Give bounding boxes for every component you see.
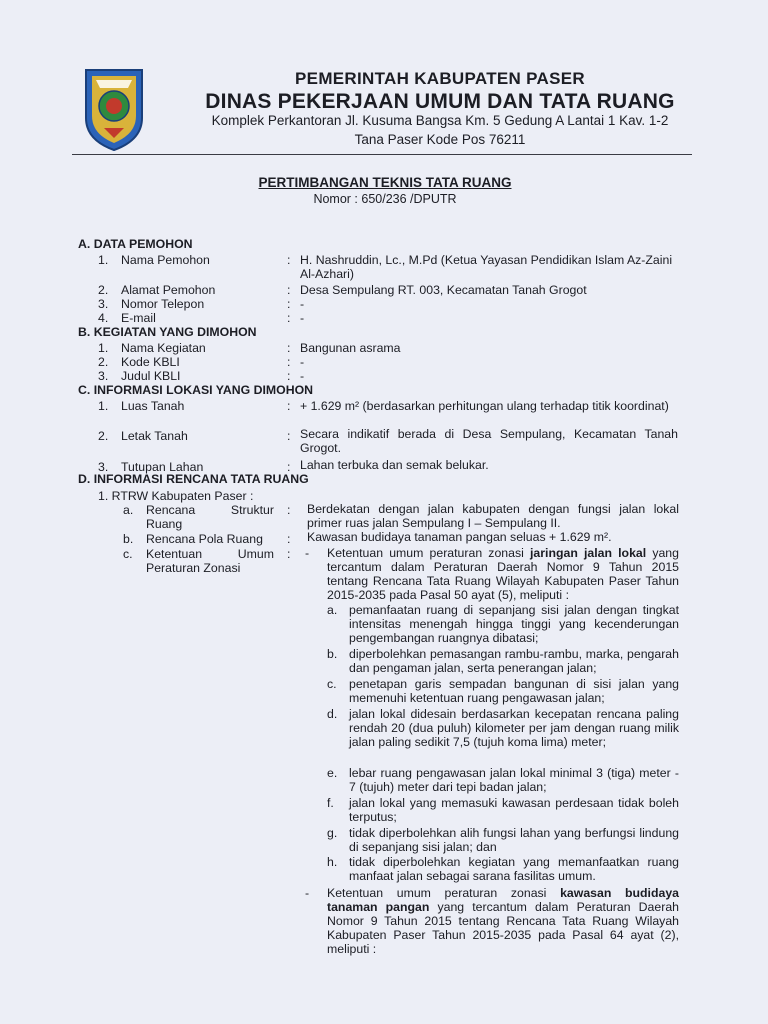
b3-label: Judul KBLI bbox=[121, 369, 181, 383]
a3-colon: : bbox=[287, 297, 291, 311]
b1-num: 1. bbox=[98, 341, 109, 355]
a4-colon: : bbox=[287, 311, 291, 325]
list-item-e: lebar ruang pengawasan jalan lokal minimal 3 (tiga) meter - 7 (tujuh) meter dari tepi badan jalan; bbox=[349, 766, 679, 794]
c1-value: + 1.629 m² (berdasarkan perhitungan ulang terhadap titik koordinat) bbox=[300, 399, 669, 413]
b2-colon: : bbox=[287, 355, 291, 369]
document-title: PERTIMBANGAN TEKNIS TATA RUANG bbox=[258, 175, 512, 190]
list-letter-h: h. bbox=[327, 855, 338, 869]
b1-label: Nama Kegiatan bbox=[121, 341, 206, 355]
list-letter-f: f. bbox=[327, 796, 334, 810]
a4-value: - bbox=[300, 311, 305, 325]
c2-colon: : bbox=[287, 429, 291, 443]
d-c-label: Ketentuan Umum Peraturan Zonasi bbox=[146, 547, 274, 575]
list-letter-b: b. bbox=[327, 647, 338, 661]
d1-rtrw-heading: 1. RTRW Kabupaten Paser : bbox=[98, 489, 254, 503]
header-address: Komplek Perkantoran Jl. Kusuma Bangsa Km. 5 Gedung A Lantai 1 Kav. 1-2 bbox=[211, 113, 669, 128]
a2-label: Alamat Pemohon bbox=[121, 283, 216, 297]
header-divider bbox=[72, 154, 692, 155]
d-a-letter: a. bbox=[123, 503, 134, 517]
document-number: Nomor : 650/236 /DPUTR bbox=[313, 192, 457, 206]
a4-label: E-mail bbox=[121, 311, 156, 325]
a2-value: Desa Sempulang RT. 003, Kecamatan Tanah Grogot bbox=[300, 283, 587, 297]
header-postal: Tana Paser Kode Pos 76211 bbox=[354, 132, 526, 147]
d-c-dash-2: - bbox=[305, 886, 310, 900]
a3-label: Nomor Telepon bbox=[121, 297, 205, 311]
header-government: PEMERINTAH KABUPATEN PASER bbox=[295, 69, 585, 88]
b2-num: 2. bbox=[98, 355, 109, 369]
section-c-title: C. INFORMASI LOKASI YANG DIMOHON bbox=[78, 383, 314, 397]
a1-value: H. Nashruddin, Lc., M.Pd (Ketua Yayasan Pendidikan Islam Az-Zaini Al-Azhari) bbox=[300, 253, 673, 281]
list-item-c: penetapan garis sempadan bangunan di sisi jalan yang memenuhi ketentuan ruang pengawasan jalan; bbox=[349, 677, 679, 705]
c1-label: Luas Tanah bbox=[121, 399, 185, 413]
list-item-a: pemanfaatan ruang di sepanjang sisi jalan dengan tingkat intensitas menengah hingga tinggi yang kecenderungan pengembangan ruangnya dibatasi; bbox=[349, 603, 679, 645]
b3-num: 3. bbox=[98, 369, 109, 383]
c3-num: 3. bbox=[98, 460, 109, 474]
b1-colon: : bbox=[287, 341, 291, 355]
c3-label: Tutupan Lahan bbox=[121, 460, 204, 474]
c2-label: Letak Tanah bbox=[121, 429, 188, 443]
d-a-label: Rencana Struktur Ruang bbox=[146, 503, 274, 531]
list-letter-e: e. bbox=[327, 766, 338, 780]
header-agency: DINAS PEKERJAAN UMUM DAN TATA RUANG bbox=[205, 90, 675, 113]
zoning-paragraph-food-crops: Ketentuan umum peraturan zonasi kawasan budidaya tanaman pangan yang tercantum dalam Peraturan Daerah Nomor 9 Tahun 2015 tentang Rencana Tata Ruang Wilayah Kabupaten Paser Tahun 2015-2035 pada Pasal 64 ayat (2), meliputi : bbox=[327, 886, 679, 956]
list-item-b: diperbolehkan pemasangan rambu-rambu, marka, pengarah dan pengaman jalan, serta penerangan jalan; bbox=[349, 647, 679, 675]
list-item-d: jalan lokal didesain berdasarkan kecepatan rencana paling rendah 20 (dua puluh) kilometer per jam dengan ruang milik jalan paling sedikit 7,5 (tujuh koma lima) meter; bbox=[349, 707, 679, 749]
c3-colon: : bbox=[287, 460, 291, 474]
d-b-colon: : bbox=[287, 532, 291, 546]
a2-num: 2. bbox=[98, 283, 109, 297]
d-a-colon: : bbox=[287, 503, 291, 517]
a1-colon: : bbox=[287, 253, 291, 267]
d-c-colon: : bbox=[287, 547, 291, 561]
section-d-title: D. INFORMASI RENCANA TATA RUANG bbox=[78, 472, 309, 486]
c1-num: 1. bbox=[98, 399, 109, 413]
c2-num: 2. bbox=[98, 429, 109, 443]
section-a-title: A. DATA PEMOHON bbox=[78, 237, 193, 251]
a3-num: 3. bbox=[98, 297, 109, 311]
c1-colon: : bbox=[287, 399, 291, 413]
b3-value: - bbox=[300, 369, 305, 383]
d-a-value: Berdekatan dengan jalan kabupaten dengan fungsi jalan lokal primer ruas jalan Sempulang I – Sempulang II. bbox=[307, 502, 679, 530]
a2-colon: : bbox=[287, 283, 291, 297]
list-letter-d: d. bbox=[327, 707, 338, 721]
b2-label: Kode KBLI bbox=[121, 355, 180, 369]
c3-value: Lahan terbuka dan semak belukar. bbox=[300, 458, 489, 472]
list-item-h: tidak diperbolehkan kegiatan yang memanfaatkan ruang manfaat jalan sebagai sarana fasilitas umum. bbox=[349, 855, 679, 883]
a3-value: - bbox=[300, 297, 305, 311]
list-letter-a: a. bbox=[327, 603, 338, 617]
list-item-g: tidak diperbolehkan alih fungsi lahan yang berfungsi lindung di sepanjang sisi jalan; dan bbox=[349, 826, 679, 854]
d-c-letter: c. bbox=[123, 547, 133, 561]
a4-num: 4. bbox=[98, 311, 109, 325]
d-c-dash-1: - bbox=[305, 546, 310, 560]
b1-value: Bangunan asrama bbox=[300, 341, 401, 355]
regency-crest-icon bbox=[82, 66, 146, 152]
a1-num: 1. bbox=[98, 253, 109, 267]
list-letter-g: g. bbox=[327, 826, 338, 840]
list-item-f: jalan lokal yang memasuki kawasan perdesaan tidak boleh terputus; bbox=[349, 796, 679, 824]
d-b-letter: b. bbox=[123, 532, 134, 546]
d-b-value: Kawasan budidaya tanaman pangan seluas + 1.629 m². bbox=[307, 530, 612, 544]
d-b-label: Rencana Pola Ruang bbox=[146, 532, 263, 546]
c2-value: Secara indikatif berada di Desa Sempulang, Kecamatan Tanah Grogot. bbox=[300, 427, 678, 455]
zoning-paragraph-road: Ketentuan umum peraturan zonasi jaringan jalan lokal yang tercantum dalam Peraturan Daerah Nomor 9 Tahun 2015 tentang Rencana Tata Ruang Wilayah Kabupaten Paser Tahun 2015-2035 pada Pasal 50 ayat (5), meliputi : bbox=[327, 546, 679, 602]
b2-value: - bbox=[300, 355, 305, 369]
list-letter-c: c. bbox=[327, 677, 337, 691]
b3-colon: : bbox=[287, 369, 291, 383]
section-b-title: B. KEGIATAN YANG DIMOHON bbox=[78, 325, 257, 339]
a1-label: Nama Pemohon bbox=[121, 253, 210, 267]
